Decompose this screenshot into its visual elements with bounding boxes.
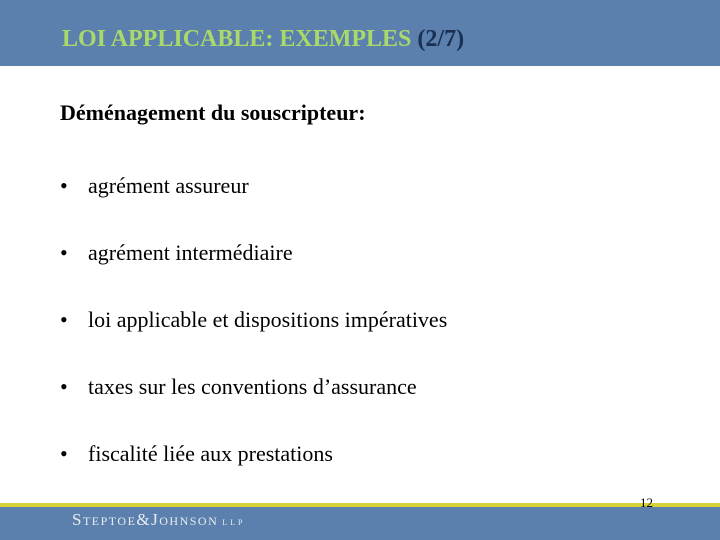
slide-title xyxy=(62,24,464,54)
bullet-dot: • xyxy=(60,307,68,332)
bullet-text: agrément intermédiaire xyxy=(88,240,293,265)
slide-subtitle: Déménagement du souscripteur: xyxy=(60,100,366,125)
slide-title-number: (2/7) xyxy=(417,26,465,52)
bullet-text: fiscalité liée aux prestations xyxy=(88,441,333,466)
bullet-text: loi applicable et dispositions impératives xyxy=(88,307,448,332)
bullet-dot: • xyxy=(60,240,68,265)
footer-logo xyxy=(72,510,245,533)
bullet-dot: • xyxy=(60,441,68,466)
slide-title-main: LOI APPLICABLE: EXEMPLES xyxy=(62,26,418,52)
footer-logo-text: Steptoe&Johnson xyxy=(72,510,219,529)
footer-logo-suffix: LLP xyxy=(222,518,246,527)
bullet-text: taxes sur les conventions d’assurance xyxy=(88,374,417,399)
bullet-dot: • xyxy=(60,374,68,399)
page-number: 12 xyxy=(640,495,653,510)
bullet-dot: • xyxy=(60,173,68,198)
bullet-text: agrément assureur xyxy=(88,173,249,198)
